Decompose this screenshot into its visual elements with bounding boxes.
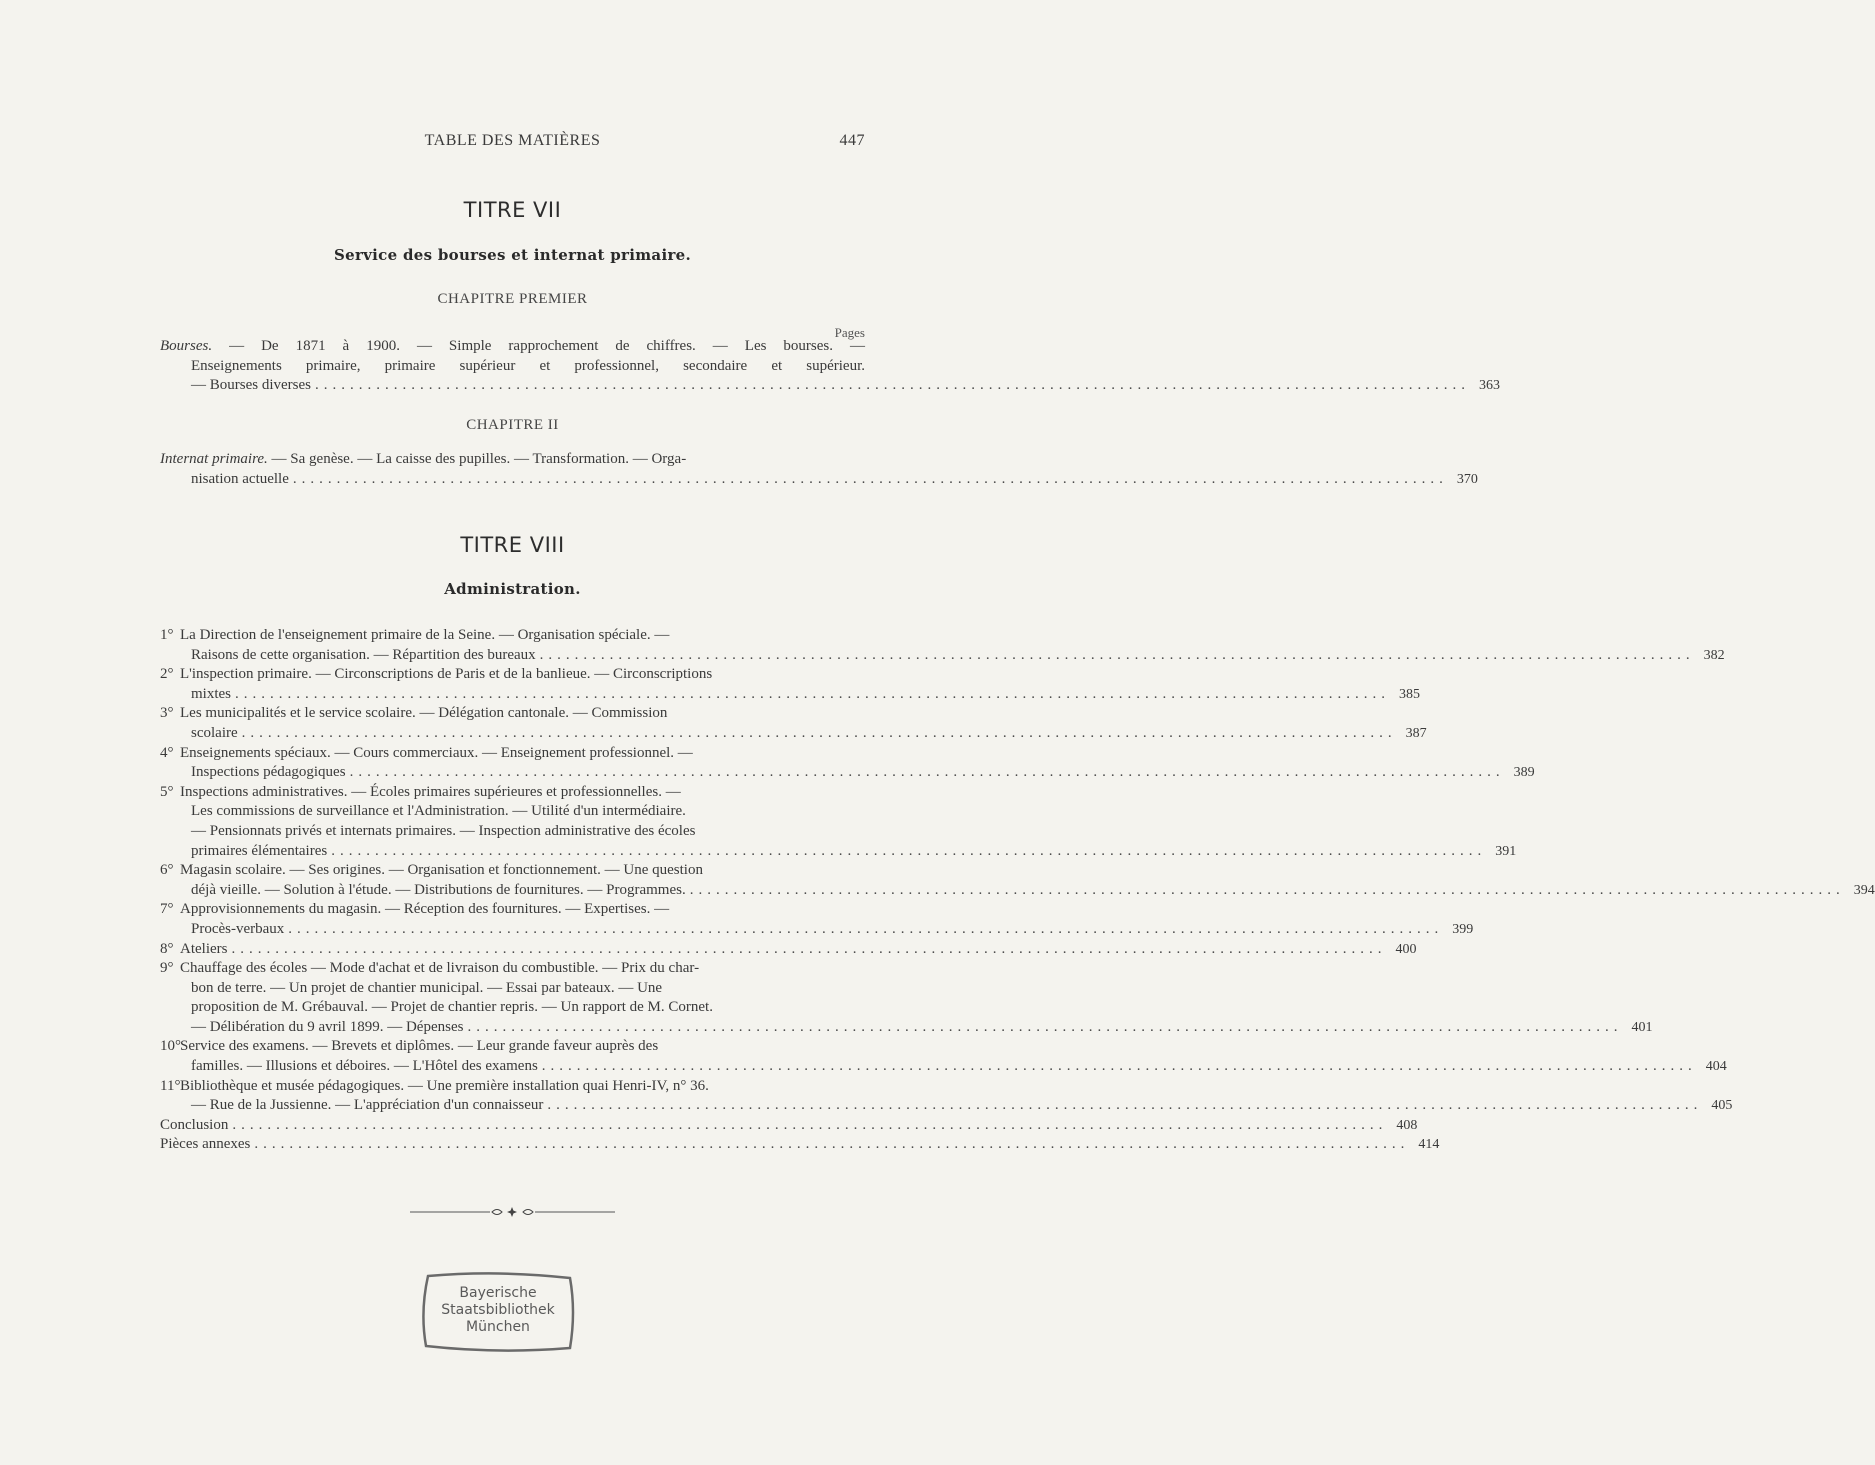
dot-leader: .................................................................................................................................... xyxy=(539,646,1695,663)
toc-line-text: — De 1871 à 1900. — Simple rapprochement de chiffres. — Les bourses. — xyxy=(229,338,865,354)
toc-line-text: — Sa genèse. — La caisse des pupilles. — Transformation. — Orga- xyxy=(267,451,687,467)
toc-page-number: 370 xyxy=(1456,471,1478,487)
toc-leader-line xyxy=(160,1135,1440,1155)
toc-leader-line xyxy=(160,470,1478,490)
page-number: 447 xyxy=(839,132,865,149)
toc-leader-line xyxy=(160,376,1500,396)
toc-leader-line xyxy=(160,646,1725,666)
toc-line-text: Procès-verbaux xyxy=(191,920,285,937)
toc-entry-number: 11° xyxy=(160,1077,181,1094)
toc-line xyxy=(160,861,865,881)
running-head-title: TABLE DES MATIÈRES xyxy=(424,132,601,149)
chapitre-premier-heading: CHAPITRE PREMIER xyxy=(437,291,588,307)
toc-page-number: 387 xyxy=(1405,725,1427,741)
toc-line-text: La Direction de l'enseignement primaire de la Seine. — Organisation spéciale. — xyxy=(180,627,670,643)
toc-line xyxy=(160,450,865,470)
stamp-line: Bayerische xyxy=(459,1285,537,1301)
toc-entry-number: 1° xyxy=(160,627,174,643)
toc-page-number: 389 xyxy=(1513,765,1535,781)
toc-page-number: 405 xyxy=(1711,1098,1733,1114)
toc-line-text: Approvisionnements du magasin. — Réception des fournitures. — Expertises. — xyxy=(180,901,670,918)
toc-line: — Pensionnats privés et internats primaires. — Inspection administrative des écoles xyxy=(191,822,696,839)
fleuron-ornament-icon xyxy=(410,1206,615,1218)
stamp-line: Staatsbibliothek xyxy=(441,1302,555,1318)
toc-leader-line xyxy=(160,1018,1653,1038)
toc-line-text: Bibliothèque et musée pédagogiques. — Une première installation quai Henri-IV, n° 36. xyxy=(180,1077,709,1094)
toc-line xyxy=(160,959,865,979)
titre-viii-subtitle: Administration. xyxy=(444,580,581,598)
toc-line-text: Ateliers xyxy=(180,940,228,957)
toc-line-text: — Bourses diverses xyxy=(191,377,311,394)
chapitre-ii-entry xyxy=(160,450,1478,489)
dot-leader: .................................................................................................................................... xyxy=(349,764,1505,781)
dot-leader: .................................................................................................................................... xyxy=(547,1097,1703,1114)
toc-page-number: 414 xyxy=(1418,1137,1440,1153)
toc-line: Enseignements primaire, primaire supérieur et professionnel, secondaire et supérieur. xyxy=(191,357,865,374)
toc-line: bon de terre. — Un projet de chantier municipal. — Essai par bateaux. — Une xyxy=(191,979,663,996)
toc-page-number: 382 xyxy=(1703,647,1725,663)
toc-line-text: scolaire xyxy=(191,724,238,741)
toc-entry-number: 3° xyxy=(160,705,174,722)
toc-line-text: Magasin scolaire. — Ses origines. — Organisation et fonctionnement. — Une question xyxy=(180,862,703,879)
toc-entry-number: 5° xyxy=(160,783,174,800)
toc-line xyxy=(160,704,865,724)
toc-leader-line xyxy=(160,1116,1418,1136)
toc-page-number: 400 xyxy=(1395,941,1417,957)
toc-line xyxy=(160,900,865,920)
toc-line xyxy=(160,1077,865,1097)
toc-line-text: Raisons de cette organisation. — Répartition des bureaux xyxy=(191,646,536,663)
toc-line-text: Les municipalités et le service scolaire. — Délégation cantonale. — Commission xyxy=(180,705,668,722)
toc-leader-line xyxy=(160,685,1420,705)
library-stamp-text xyxy=(420,1285,576,1336)
toc-line-text: Conclusion xyxy=(160,1116,229,1133)
dot-leader: .................................................................................................................................... xyxy=(292,470,1448,487)
toc-page-number: 408 xyxy=(1396,1117,1418,1133)
toc-line-text: — Délibération du 9 avril 1899. — Dépenses xyxy=(191,1018,464,1035)
toc-leader-line xyxy=(160,881,1875,901)
toc-line-text: Pièces annexes xyxy=(160,1136,251,1153)
toc-leader-line xyxy=(160,842,1517,862)
toc-page-number: 394 xyxy=(1853,882,1875,898)
toc-line-text: L'inspection primaire. — Circonscriptions de Paris et de la banlieue. — Circonscriptions xyxy=(180,666,713,683)
toc-line-text: Inspections administratives. — Écoles primaires supérieures et professionnelles. — xyxy=(180,783,681,800)
toc-page-number: 391 xyxy=(1495,843,1517,859)
titre-viii-heading: TITRE VIII xyxy=(460,533,565,557)
stamp-line: München xyxy=(466,1319,530,1335)
toc-leader-line xyxy=(160,920,1474,940)
dot-leader: .................................................................................................................................... xyxy=(331,842,1487,859)
toc-lead-word: Internat primaire. xyxy=(160,451,268,467)
toc-page-number: 404 xyxy=(1705,1059,1727,1075)
toc-page-number: 399 xyxy=(1452,921,1474,937)
toc-entry-number: 10° xyxy=(160,1038,181,1055)
toc-page-number: 401 xyxy=(1631,1019,1653,1035)
dot-leader: .................................................................................................................................... xyxy=(689,881,1845,898)
toc-leader-line xyxy=(160,724,1427,744)
toc-lead-word: Bourses. xyxy=(160,338,213,354)
toc-line-text: familles. — Illusions et déboires. — L'Hôtel des examens xyxy=(191,1058,538,1075)
toc-line-text: — Rue de la Jussienne. — L'appréciation d'un connaisseur xyxy=(191,1097,544,1114)
dot-leader: .................................................................................................................................... xyxy=(232,1116,1388,1133)
toc-line xyxy=(160,783,865,803)
toc-line: Les commissions de surveillance et l'Administration. — Utilité d'un intermédiaire. xyxy=(191,803,686,820)
chapitre-premier-entry xyxy=(160,337,1500,396)
titre-viii-entries xyxy=(160,626,1875,1155)
toc-line-text: déjà vieille. — Solution à l'étude. — Distributions de fournitures. — Programmes. xyxy=(191,881,686,898)
dot-leader: .................................................................................................................................... xyxy=(315,377,1470,394)
chapitre-ii-heading: CHAPITRE II xyxy=(466,417,559,433)
titre-vii-heading: TITRE VII xyxy=(463,198,562,222)
toc-entry-number: 8° xyxy=(160,940,174,957)
toc-leader-line xyxy=(160,1096,1733,1116)
toc-line xyxy=(160,744,865,764)
toc-entry-number: 2° xyxy=(160,666,174,683)
toc-line xyxy=(160,626,865,646)
toc-page-number: 385 xyxy=(1399,686,1420,702)
toc-line xyxy=(160,1037,865,1057)
toc-line-text xyxy=(160,940,227,960)
toc-line-text: primaires élémentaires xyxy=(191,842,328,859)
running-head xyxy=(160,132,865,154)
toc-leader-line xyxy=(160,763,1535,783)
toc-line-text: Chauffage des écoles — Mode d'achat et de livraison du combustible. — Prix du char- xyxy=(180,960,700,977)
toc-line-text: Service des examens. — Brevets et diplômes. — Leur grande faveur auprès des xyxy=(180,1038,659,1055)
toc-line: proposition de M. Grébauval. — Projet de chantier repris. — Un rapport de M. Cornet. xyxy=(191,999,713,1016)
toc-line-text: nisation actuelle xyxy=(191,470,289,487)
dot-leader: .................................................................................................................................... xyxy=(235,685,1390,702)
dot-leader: .................................................................................................................................... xyxy=(231,940,1387,957)
toc-line xyxy=(160,337,865,357)
toc-line-text: mixtes xyxy=(191,685,231,702)
toc-entry-number: 6° xyxy=(160,862,174,879)
titre-vii-subtitle: Service des bourses et internat primaire. xyxy=(333,246,692,264)
dot-leader: .................................................................................................................................... xyxy=(241,724,1397,741)
toc-line-text: Inspections pédagogiques xyxy=(191,764,346,781)
toc-entry-number: 7° xyxy=(160,901,174,918)
toc-line-text: Enseignements spéciaux. — Cours commerciaux. — Enseignement professionnel. — xyxy=(180,744,693,761)
toc-leader-line xyxy=(160,940,1417,960)
pages-column-label: Pages xyxy=(834,325,865,340)
dot-leader: .................................................................................................................................... xyxy=(288,920,1444,937)
toc-page-number: 363 xyxy=(1479,378,1500,394)
toc-entry-number: 4° xyxy=(160,744,174,761)
toc-entry-number: 9° xyxy=(160,960,174,977)
toc-leader-line xyxy=(160,1057,1727,1077)
dot-leader: .................................................................................................................................... xyxy=(254,1136,1410,1153)
toc-line xyxy=(160,665,865,685)
dot-leader: .................................................................................................................................... xyxy=(467,1018,1623,1035)
dot-leader: .................................................................................................................................... xyxy=(541,1058,1697,1075)
